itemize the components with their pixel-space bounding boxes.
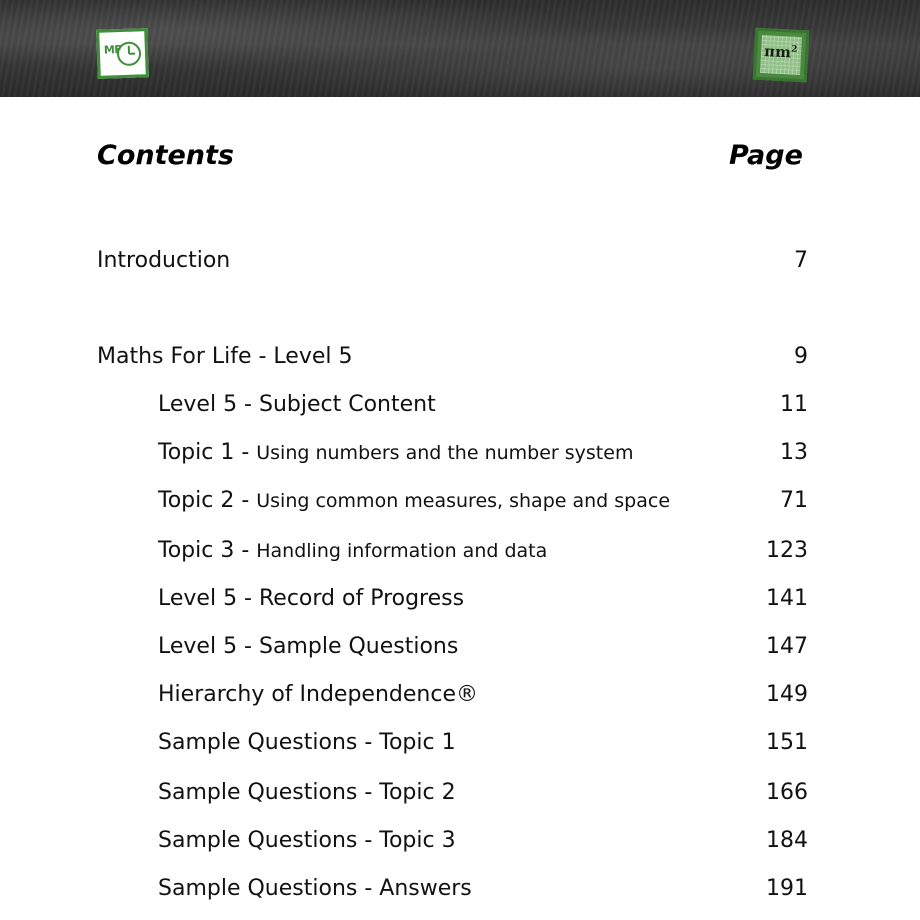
- toc-entry[interactable]: [0, 780, 920, 814]
- toc-page-number: 184: [766, 828, 808, 853]
- toc-entry-label: Sample Questions - Answers: [158, 876, 472, 901]
- toc-entry-label: Sample Questions - Topic 2: [158, 780, 456, 805]
- chalkboard-banner: [0, 0, 920, 97]
- toc-page-number: 71: [780, 488, 808, 513]
- toc-entry[interactable]: [0, 344, 920, 378]
- toc-entry[interactable]: [0, 488, 920, 522]
- toc-entry-label: Introduction: [97, 248, 231, 273]
- toc-entry-label: Level 5 - Subject Content: [158, 392, 436, 417]
- toc-page-number: 141: [766, 586, 808, 611]
- toc-entry[interactable]: [0, 634, 920, 668]
- toc-entry-label: Level 5 - Record of Progress: [158, 586, 465, 611]
- toc-entry[interactable]: [0, 248, 920, 282]
- page-heading: Page: [729, 140, 803, 171]
- toc-entry[interactable]: [0, 538, 920, 572]
- toc-page-number: 147: [766, 634, 808, 659]
- toc-page-number: 151: [766, 730, 808, 755]
- toc-entry[interactable]: [0, 682, 920, 716]
- toc-entry[interactable]: [0, 586, 920, 620]
- toc-entry[interactable]: [0, 392, 920, 426]
- toc-page-number: 191: [766, 876, 808, 901]
- toc-entry-label: Topic 3 - Handling information and data: [158, 538, 548, 563]
- toc-entry-label: Sample Questions - Topic 3: [158, 828, 456, 853]
- mfl-logo: [96, 28, 149, 79]
- toc-entry-label: Hierarchy of Independence®: [158, 682, 478, 707]
- toc-page-number: 166: [766, 780, 808, 805]
- toc-entry-label: Topic 2 - Using common measures, shape and space: [158, 488, 671, 513]
- mfl-logo-text: MF: [103, 43, 122, 57]
- toc-entry-label: Maths For Life - Level 5: [97, 344, 353, 369]
- toc-entry[interactable]: [0, 440, 920, 474]
- toc-entry-label: Level 5 - Sample Questions: [158, 634, 459, 659]
- toc-page-number: 11: [780, 392, 808, 417]
- toc-entry[interactable]: [0, 828, 920, 862]
- toc-entry[interactable]: [0, 876, 920, 910]
- toc-entry-label: Sample Questions - Topic 1: [158, 730, 456, 755]
- toc-page-number: 9: [794, 344, 808, 369]
- toc-page-number: 123: [766, 538, 808, 563]
- toc-page-number: 7: [794, 248, 808, 273]
- toc-entry-label: Topic 1 - Using numbers and the number system: [158, 440, 634, 465]
- toc-page-number: 149: [766, 682, 808, 707]
- contents-heading: Contents: [97, 140, 235, 171]
- toc-page-number: 13: [780, 440, 808, 465]
- pi-m-squared-text: $\pi m^2$: [763, 42, 798, 62]
- pi-m-squared-logo: [753, 28, 810, 83]
- toc-entry[interactable]: [0, 730, 920, 764]
